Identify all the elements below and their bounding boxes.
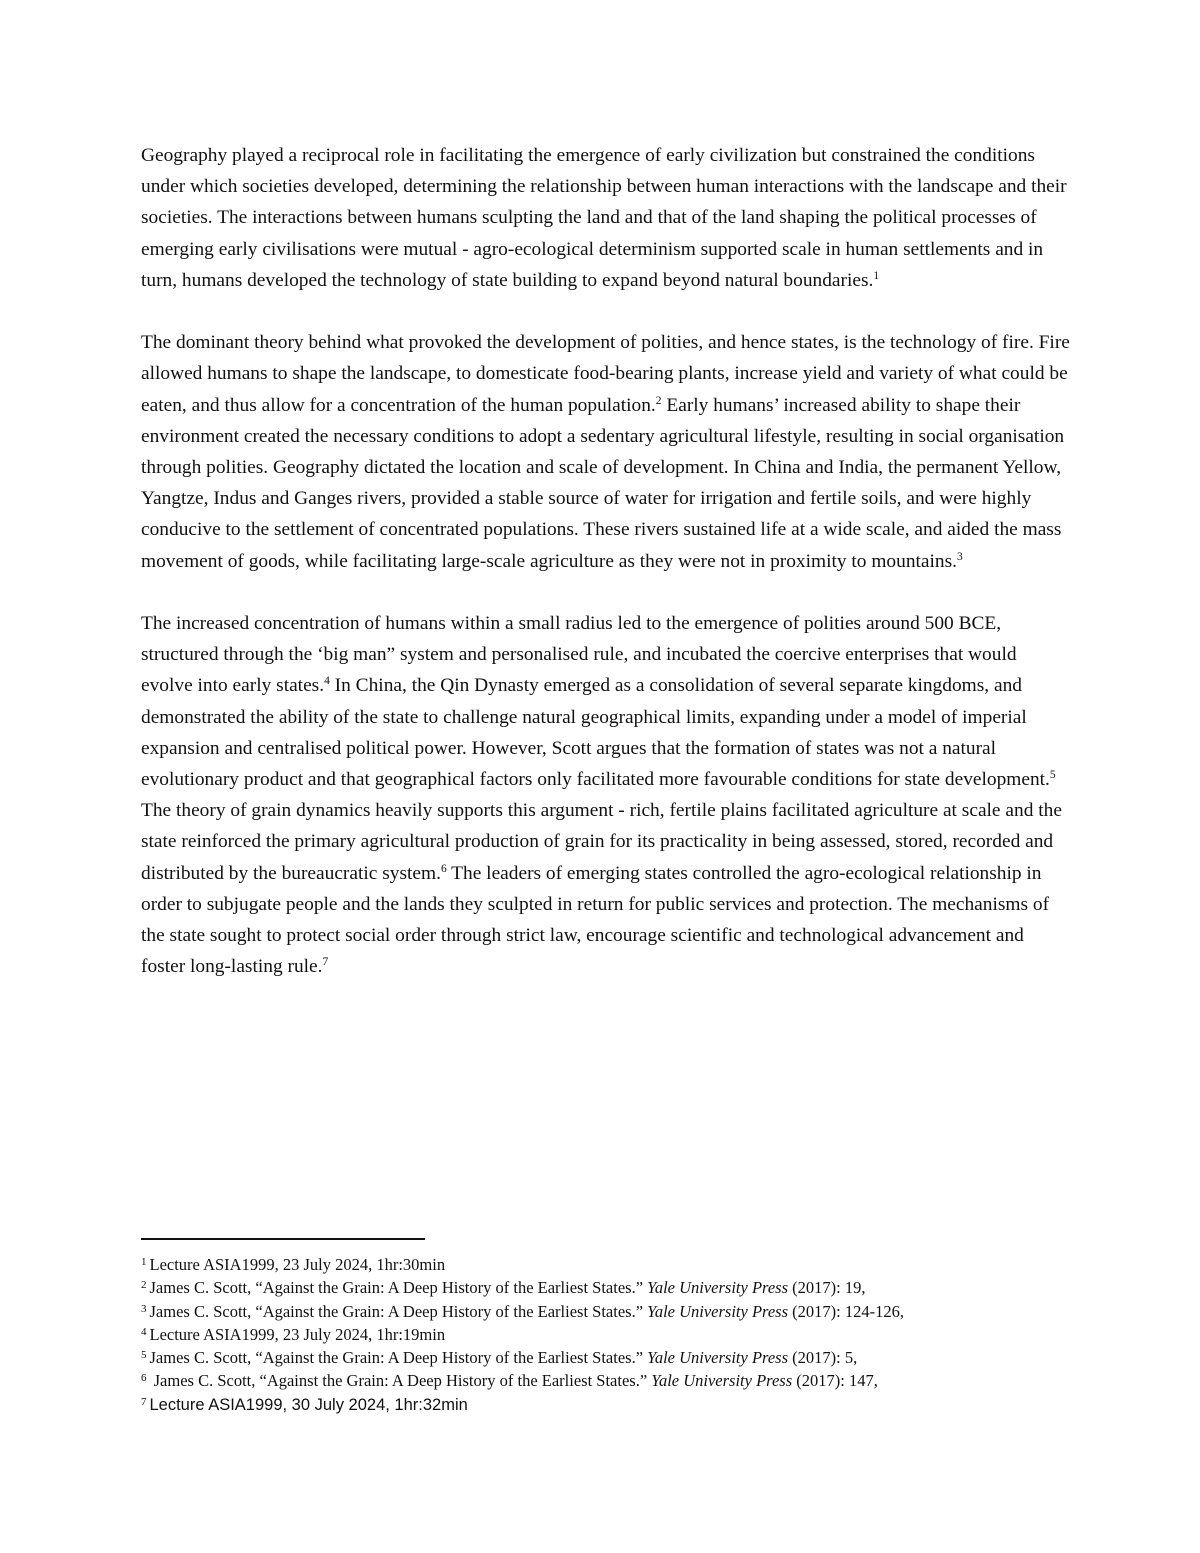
footnote-tail: (2017): 124-126,	[788, 1301, 904, 1321]
footnote-number: 1	[141, 1256, 147, 1268]
footnote-text: Lecture ASIA1999, 23 July 2024, 1hr:30min	[149, 1255, 446, 1274]
footnote-reference[interactable]: 6	[440, 862, 447, 875]
footnote-reference[interactable]: 2	[655, 394, 662, 407]
paragraph-text: The leaders of emerging states controlled the agro-ecological relationship in order to subjugate people and the lands they sculpted in return for public services and protection. The mechanisms of the state sought to protect social order through strict law, encourage scientific and technological advancement and foster long-lasting rule.	[141, 862, 1050, 978]
footnote-number: 7	[141, 1395, 147, 1408]
footnote	[141, 1300, 1141, 1323]
paragraph-text: The theory of grain dynamics heavily supports this argument - rich, fertile plains facilitated agriculture at scale and the state reinforced the primary agricultural production of grain for its practicality in being assessed, stored, recorded and distributed by the bureaucratic system.	[141, 800, 1062, 884]
footnote-text: James C. Scott, “Against the Grain: A Deep History of the Earliest States.”	[149, 1348, 648, 1368]
footnote-reference[interactable]: 4	[324, 675, 330, 688]
footnote	[141, 1323, 1141, 1346]
footnote-separator	[141, 1238, 425, 1240]
footnote-reference[interactable]: 3	[957, 550, 963, 563]
footnote-reference[interactable]: 7	[322, 956, 329, 969]
footnote	[141, 1369, 1141, 1392]
footnote-number: 6	[141, 1372, 147, 1385]
paragraph	[141, 327, 1071, 577]
paragraph-text: The increased concentration of humans within a small radius led to the emergence of polities around 500 BCE, structured through the ‘big man” system and personalised rule, and incubated the coercive enterprises that would evolve into early states.	[141, 613, 1017, 697]
footnote-text: James C. Scott, “Against the Grain: A Deep History of the Earliest States.”	[149, 1371, 652, 1391]
footnote-tail: (2017): 147,	[792, 1371, 878, 1391]
footnote-number: 3	[141, 1302, 147, 1315]
paragraph-text: The dominant theory behind what provoked the development of polities, and hence states, is the technology of fire. Fire allowed humans to shape the landscape, to domesticate food-bearing plants, increase yield and variety of what could be eaten, and thus allow for a concentration of the human population.	[141, 332, 1070, 416]
footnote-number: 2	[141, 1279, 147, 1292]
footnote-reference[interactable]: 1	[873, 269, 880, 282]
footnote-reference[interactable]: 5	[1049, 769, 1056, 782]
footnote	[141, 1253, 1141, 1276]
paragraph	[141, 608, 1071, 982]
footnote-tail: (2017): 19,	[788, 1278, 866, 1298]
footnote-tail: (2017): 5,	[788, 1348, 858, 1368]
body-text	[141, 140, 1071, 1014]
footnote-text: Lecture ASIA1999, 23 July 2024, 1hr:19min	[149, 1324, 446, 1344]
footnote-journal: Yale University Press	[651, 1371, 793, 1391]
footnote	[141, 1346, 1141, 1369]
footnote-journal: Yale University Press	[647, 1348, 789, 1368]
footnote-text: Lecture ASIA1999, 30 July 2024, 1hr:32min	[149, 1395, 468, 1414]
footnote-text: James C. Scott, “Against the Grain: A Deep History of the Earliest States.”	[149, 1301, 648, 1321]
footnote-number: 4	[141, 1325, 147, 1338]
footnote-journal: Yale University Press	[647, 1301, 789, 1321]
footnote	[141, 1393, 1141, 1417]
paragraph-text: Geography played a reciprocal role in facilitating the emergence of early civilization but constrained the conditions under which societies developed, determining the relationship between human interactions with the landscape and their societies. The interactions between humans sculpting the land and that of the land shaping the political processes of emerging early civilisations were mutual - agro-ecological determinism supported scale in human settlements and in turn, humans developed the technology of state building to expand beyond natural boundaries.	[141, 145, 1067, 291]
footnote-number: 5	[141, 1349, 147, 1362]
footnote	[141, 1276, 1141, 1299]
footnote-text: James C. Scott, “Against the Grain: A Deep History of the Earliest States.”	[149, 1278, 648, 1298]
paragraph-text: In China, the Qin Dynasty emerged as a consolidation of several separate kingdoms, and demonstrated the ability of the state to challenge natural geographical limits, expanding under a model of imperial expansion and centralised political power. However, Scott argues that the formation of states was not a natural evolutionary product and that geographical factors only facilitated more favourable conditions for state development.	[141, 675, 1050, 791]
paragraph	[141, 140, 1071, 296]
footnote-journal: Yale University Press	[647, 1278, 789, 1298]
footnotes	[141, 1253, 1141, 1417]
paragraph-text: Early humans’ increased ability to shape their environment created the necessary conditions to adopt a sedentary agricultural lifestyle, resulting in social organisation through polities. Geography dictated the location and scale of development. In China and India, the permanent Yellow, Yangtze, Indus and Ganges rivers, provided a stable source of water for irrigation and fertile soils, and were highly conducive to the settlement of concentrated populations. These rivers sustained life at a wide scale, and aided the mass movement of goods, while facilitating large-scale agriculture as they were not in proximity to mountains.	[141, 394, 1065, 572]
